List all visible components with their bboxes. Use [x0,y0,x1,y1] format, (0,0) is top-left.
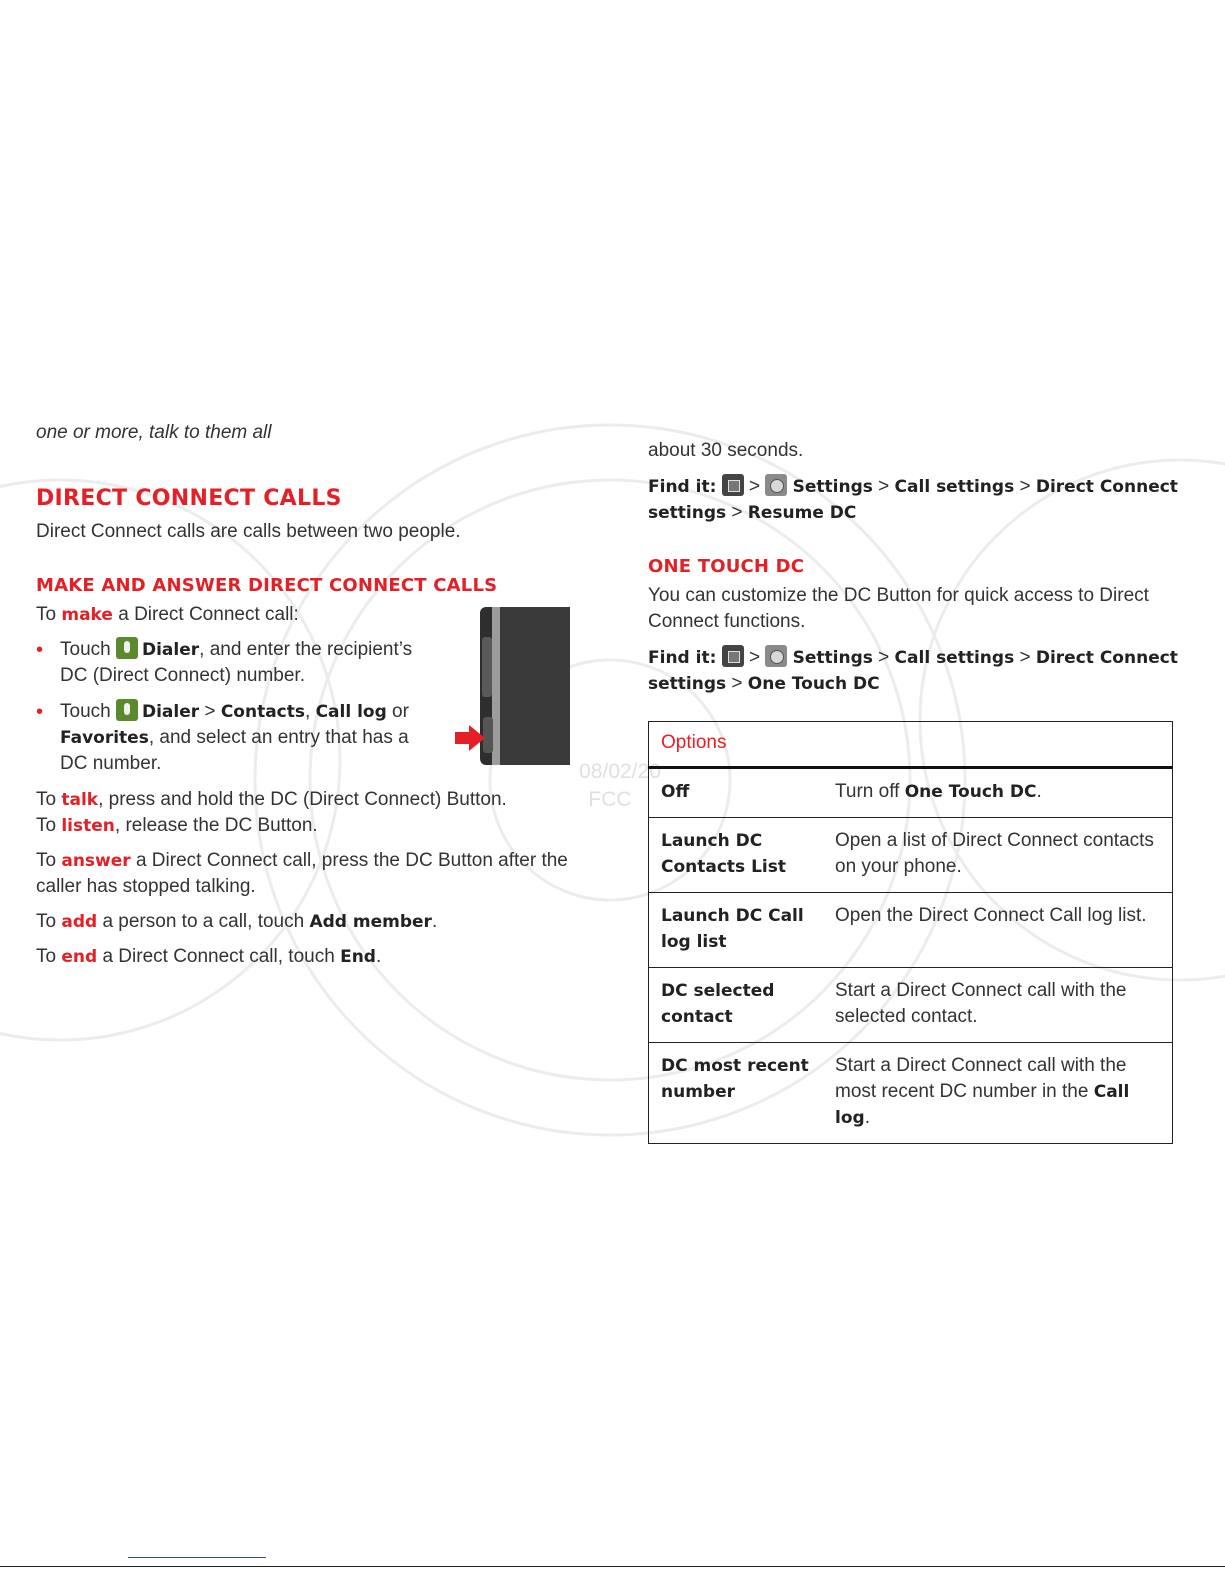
option-description: Turn off One Touch DC. [823,768,1173,818]
red-arrow-icon [455,725,485,751]
find-it-resume: Find it: > Settings > Call settings > Direct Connect settings > Resume DC [648,476,1178,523]
to-make-line: To make a Direct Connect call: [36,604,299,625]
option-description: Open a list of Direct Connect contacts on your phone. [823,818,1173,893]
list-item: • Touch Dialer > Contacts, Call log or Favorites, and select an entry that has a DC number. [36,701,409,774]
end-label: End [340,947,376,967]
section-description: Direct Connect calls are calls between two people. [36,521,461,542]
watermark-label: FCC [588,788,632,811]
find-it-one-touch: Find it: > Settings > Call settings > Direct Connect settings > One Touch DC [648,647,1178,694]
list-item: • Touch Dialer, and enter the recipient’s DC (Direct Connect) number. [36,639,413,686]
option-name: DC selected contact [649,968,824,1043]
add-keyword: add [61,912,98,932]
options-header-label: Options [649,722,1173,768]
one-touch-description: You can customize the DC Button for quick access to Direct Connect functions. [648,585,1149,632]
dialer-icon [116,699,138,721]
continued-text: about 30 seconds. [648,440,804,461]
option-name: Off [649,768,824,818]
dialer-label: Dialer [141,702,200,722]
phone-side-image [474,607,572,765]
direct-connect-settings-label: Direct Connect settings [648,648,1178,694]
bullet-icon: • [36,639,44,661]
one-touch-dc-label: One Touch DC [747,674,880,694]
menu-icon [722,474,744,496]
call-settings-label: Call settings [894,477,1015,497]
end-keyword: end [61,947,98,967]
right-column [648,438,1178,1144]
option-name: Launch DC Call log list [649,893,824,968]
make-keyword: make [61,605,113,625]
direct-connect-settings-label: Direct Connect settings [648,477,1178,523]
footer-link-underline [128,1557,266,1558]
table-row [649,818,1173,893]
table-row [649,968,1173,1043]
dialer-label: Dialer [141,640,200,660]
one-touch-title: ONE TOUCH DC [648,556,805,577]
footer-rule [0,1566,1225,1567]
contacts-label: Contacts [220,702,305,722]
option-name: Launch DC Contacts List [649,818,824,893]
dialer-icon [116,637,138,659]
make-steps-list [36,637,436,777]
listen-keyword: listen [61,816,115,836]
talk-listen-text: To talk, press and hold the DC (Direct Connect) Button. To listen, release the DC Button. [36,789,507,836]
menu-icon [722,645,744,667]
talk-keyword: talk [61,790,99,810]
find-it-label: Find it: [648,477,717,497]
settings-label: Settings [792,648,873,668]
table-row [649,768,1173,818]
settings-gear-icon [765,645,787,667]
find-it-label: Find it: [648,648,717,668]
add-text: To add a person to a call, touch Add member. [36,911,438,932]
section-title: DIRECT CONNECT CALLS [36,486,342,511]
call-settings-label: Call settings [894,648,1015,668]
add-member-label: Add member [309,912,432,932]
call-log-label: Call log [315,702,387,722]
options-table [648,721,1173,1144]
option-description: Start a Direct Connect call with the most recent DC number in the Call log. [823,1043,1173,1144]
table-row [649,893,1173,968]
settings-label: Settings [792,477,873,497]
watermark-date: 08/02/20 [579,760,661,783]
table-row [649,1043,1173,1144]
options-table-header [649,722,1173,768]
resume-dc-label: Resume DC [747,503,857,523]
option-name: DC most recent number [649,1043,824,1144]
settings-gear-icon [765,474,787,496]
option-description: Start a Direct Connect call with the selected contact. [823,968,1173,1043]
bullet-icon: • [36,701,44,723]
end-text: To end a Direct Connect call, touch End. [36,946,382,967]
option-description: Open the Direct Connect Call log list. [823,893,1173,968]
answer-text: To answer a Direct Connect call, press the DC Button after the caller has stopped talking. [36,850,568,897]
answer-keyword: answer [61,851,131,871]
make-answer-title: MAKE AND ANSWER DIRECT CONNECT CALLS [36,575,498,596]
favorites-label: Favorites [60,728,149,748]
intro-text: one or more, talk to them all [36,422,272,443]
